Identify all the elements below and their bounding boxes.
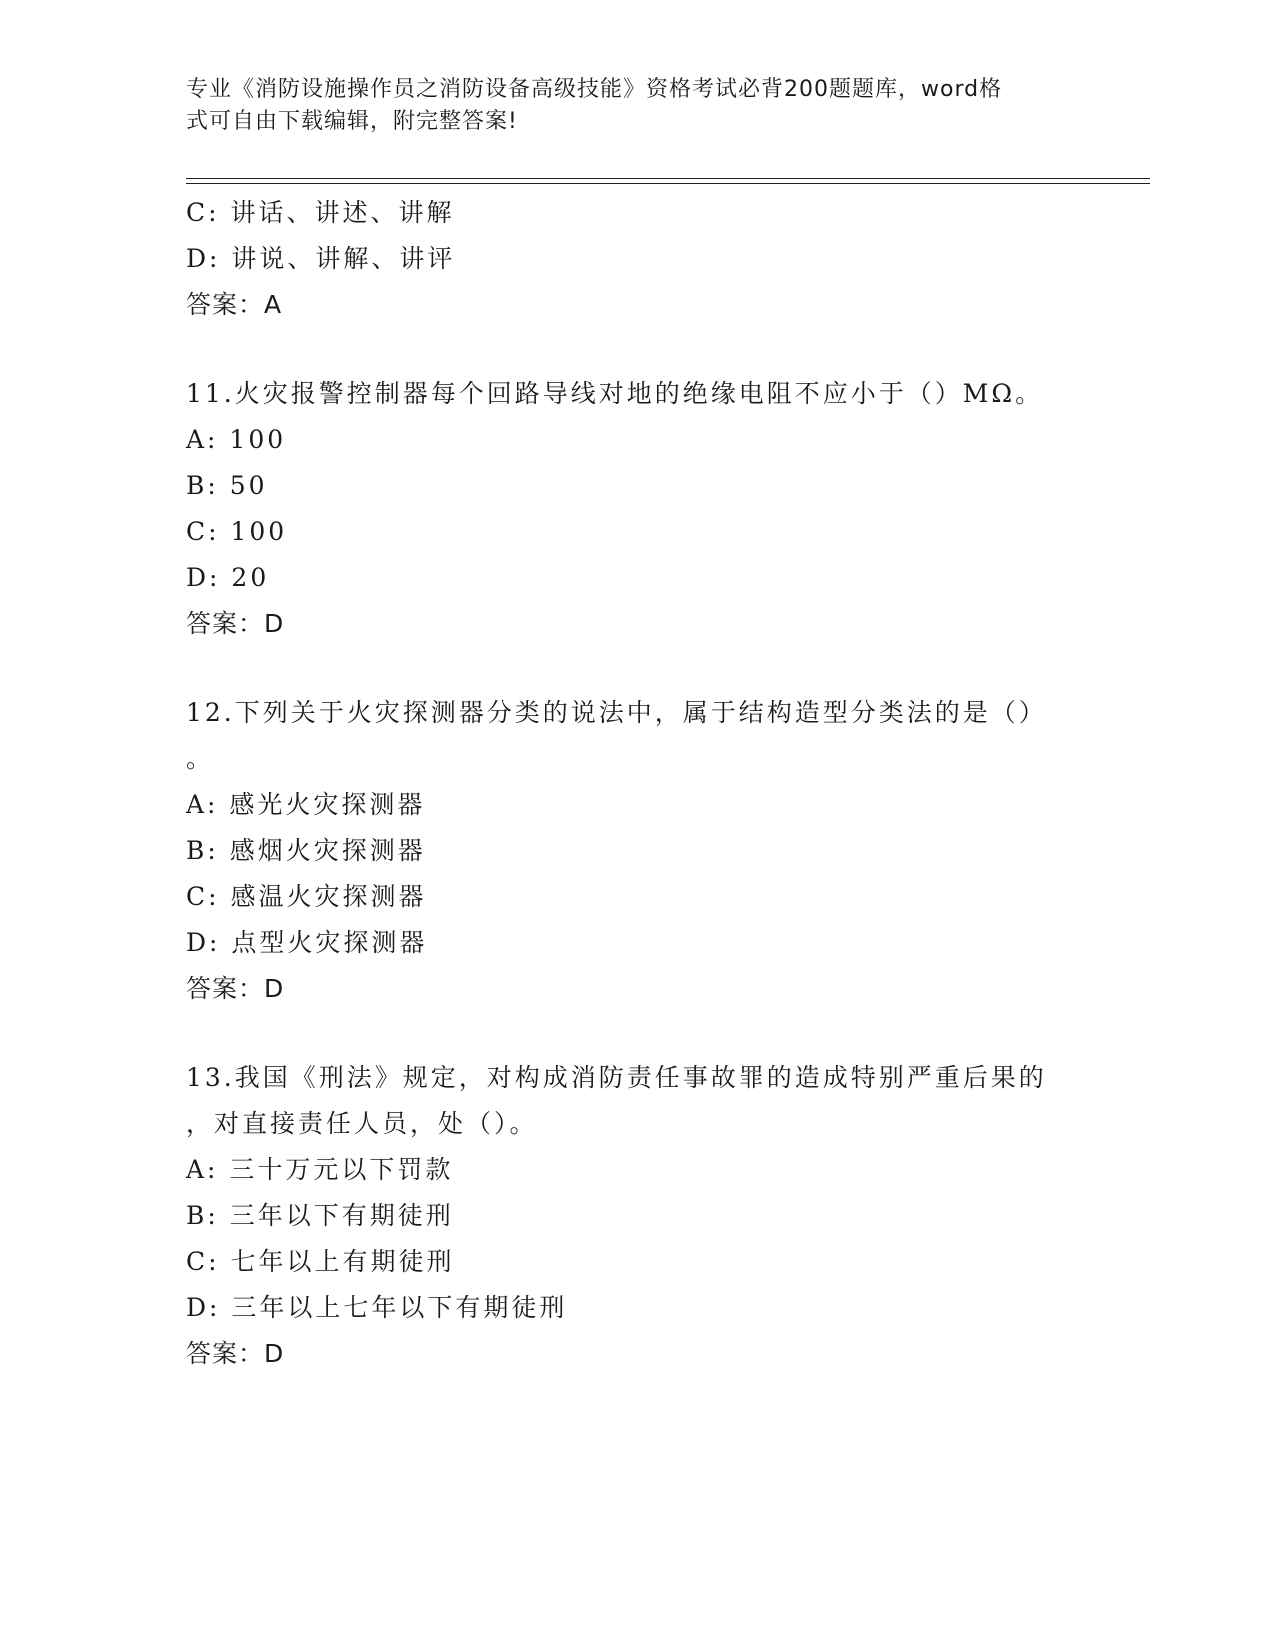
answer: 答案：D <box>186 1339 285 1368</box>
header-divider-top <box>186 178 1150 179</box>
option-d: D: 三年以上七年以下有期徒刑 <box>186 1293 568 1322</box>
option-d: D: 20 <box>186 563 270 592</box>
option-c: C: 100 <box>186 517 288 546</box>
question-10-continued <box>186 190 1086 328</box>
question-text-line-2: ，对直接责任人员，处（）。 <box>186 1109 538 1138</box>
document-header <box>186 74 1066 138</box>
option-b: B: 50 <box>186 471 268 500</box>
option-b: B: 感烟火灾探测器 <box>186 836 426 865</box>
answer: 答案：D <box>186 974 285 1003</box>
header-line-1: 专业《消防设施操作员之消防设备高级技能》资格考试必背200题题库，word格 <box>186 77 1003 102</box>
question-text-line-2: 。 <box>186 744 215 773</box>
question-13 <box>186 1055 1086 1377</box>
option-a: A: 100 <box>186 425 287 454</box>
question-12 <box>186 690 1086 1012</box>
header-line-2: 式可自由下载编辑，附完整答案! <box>186 109 518 134</box>
answer: 答案：A <box>186 290 283 319</box>
question-11 <box>186 371 1086 647</box>
option-b: B: 三年以下有期徒刑 <box>186 1201 454 1230</box>
question-text-line-1: 12.下列关于火灾探测器分类的说法中，属于结构造型分类法的是（） <box>186 698 1047 727</box>
question-text-line-1: 13.我国《刑法》规定，对构成消防责任事故罪的造成特别严重后果的 <box>186 1063 1047 1092</box>
question-list <box>186 190 1086 1377</box>
option-c: C: 讲话、讲述、讲解 <box>186 198 455 227</box>
option-a: A: 三十万元以下罚款 <box>186 1155 454 1184</box>
option-a: A: 感光火灾探测器 <box>186 790 426 819</box>
option-d: D: 点型火灾探测器 <box>186 928 428 957</box>
option-c: C: 感温火灾探测器 <box>186 882 427 911</box>
option-c: C: 七年以上有期徒刑 <box>186 1247 455 1276</box>
answer: 答案：D <box>186 609 285 638</box>
header-divider-bottom <box>186 183 1150 184</box>
option-d: D: 讲说、讲解、讲评 <box>186 244 456 273</box>
question-text: 11.火灾报警控制器每个回路导线对地的绝缘电阻不应小于（）MΩ。 <box>186 379 1044 408</box>
